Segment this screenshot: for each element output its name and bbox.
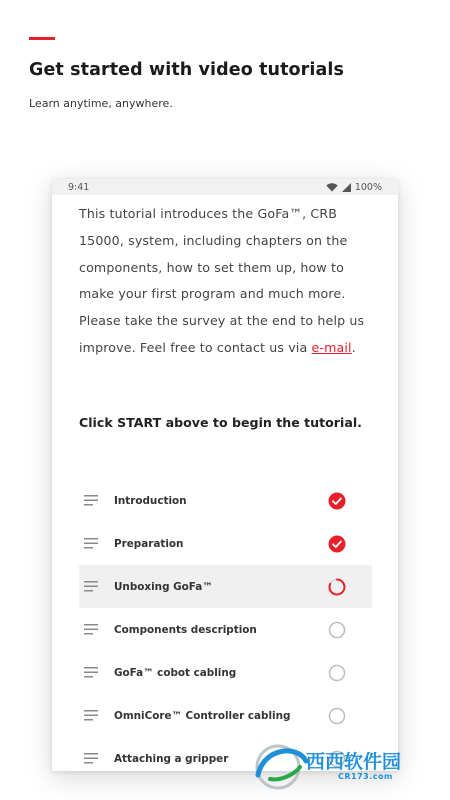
menu-lines-icon bbox=[84, 581, 100, 592]
chapter-label: Unboxing GoFa™ bbox=[114, 580, 213, 593]
watermark-logo-icon bbox=[250, 741, 312, 791]
menu-lines-icon bbox=[84, 753, 100, 764]
email-link[interactable]: e-mail bbox=[311, 339, 352, 355]
completed-check-icon bbox=[328, 492, 346, 510]
chapter-status bbox=[326, 705, 348, 727]
chapter-label: Components description bbox=[114, 623, 257, 636]
status-time: 9:41 bbox=[68, 181, 90, 193]
chapter-label: Introduction bbox=[114, 494, 187, 507]
menu-lines-icon bbox=[84, 538, 100, 549]
chapter-row[interactable] bbox=[79, 651, 372, 694]
wifi-icon bbox=[326, 183, 338, 192]
chapter-row[interactable] bbox=[79, 565, 372, 608]
menu-lines-icon bbox=[84, 667, 100, 678]
chapter-status bbox=[326, 576, 348, 598]
chapter-status bbox=[326, 490, 348, 512]
chapter-row[interactable] bbox=[79, 522, 372, 565]
page-title: Get started with video tutorials bbox=[29, 60, 345, 80]
intro-paragraph bbox=[79, 201, 379, 362]
page-subtitle: Learn anytime, anywhere. bbox=[29, 97, 173, 110]
start-instruction: Click START above to begin the tutorial. bbox=[79, 415, 362, 430]
chapter-label: Preparation bbox=[114, 537, 184, 550]
chapter-status bbox=[326, 662, 348, 684]
chapter-status bbox=[326, 619, 348, 641]
menu-lines-icon bbox=[84, 710, 100, 721]
watermark-text: 西西软件园 bbox=[306, 750, 402, 773]
not-started-icon bbox=[328, 707, 346, 725]
in-progress-icon bbox=[328, 578, 346, 596]
not-started-icon bbox=[328, 664, 346, 682]
status-bar bbox=[52, 179, 398, 195]
chapter-label: Attaching a gripper bbox=[114, 752, 229, 765]
accent-bar bbox=[29, 37, 55, 40]
chapter-row[interactable] bbox=[79, 694, 372, 737]
intro-period: . bbox=[351, 339, 356, 355]
signal-icon bbox=[342, 183, 351, 192]
chapter-row[interactable] bbox=[79, 608, 372, 651]
intro-text: This tutorial introduces the GoFa™, CRB 15000, system, including chapters on the components, how to set them up, how to make your first program and much more. Please take the survey at the end to help us improve. Feel free to contact us via bbox=[79, 206, 365, 355]
chapter-label: OmniCore™ Controller cabling bbox=[114, 709, 291, 722]
watermark-sub: CR173.com bbox=[338, 771, 393, 781]
chapter-status bbox=[326, 533, 348, 555]
completed-check-icon bbox=[328, 535, 346, 553]
not-started-icon bbox=[328, 621, 346, 639]
menu-lines-icon bbox=[84, 624, 100, 635]
watermark bbox=[250, 740, 440, 792]
battery-level: 100% bbox=[354, 181, 382, 193]
menu-lines-icon bbox=[84, 495, 100, 506]
chapter-label: GoFa™ cobot cabling bbox=[114, 666, 237, 679]
chapter-list bbox=[79, 479, 372, 771]
chapter-row[interactable] bbox=[79, 479, 372, 522]
phone-mockup bbox=[52, 179, 398, 771]
